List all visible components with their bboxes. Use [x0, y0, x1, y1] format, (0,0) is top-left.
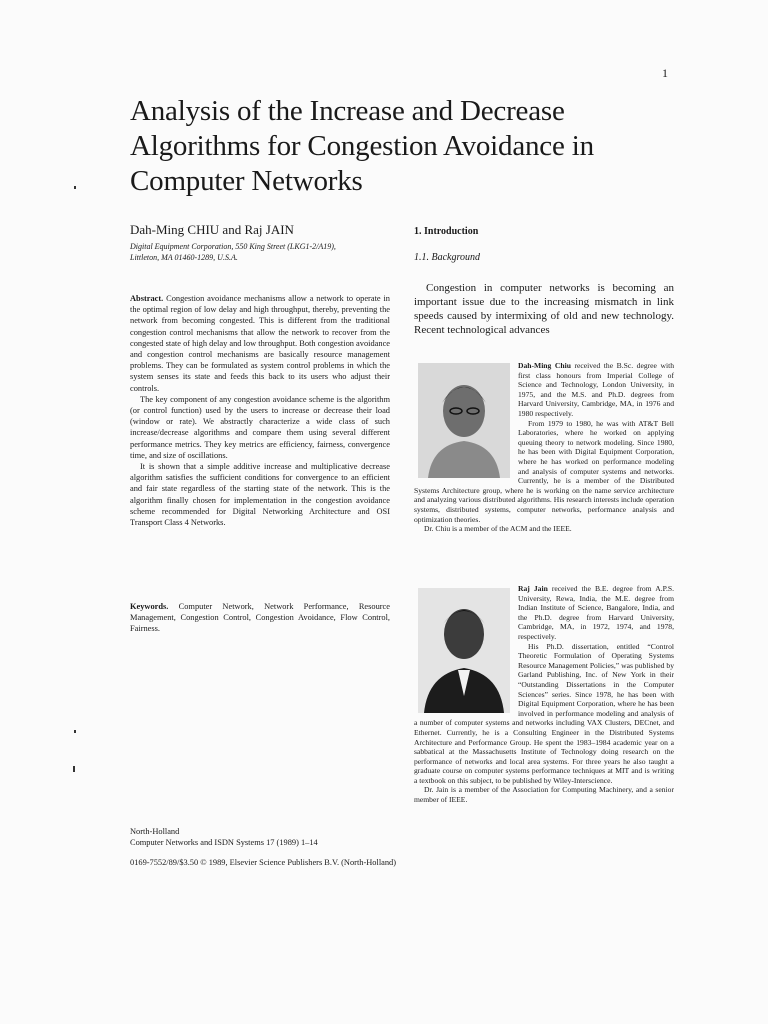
scan-speck	[73, 766, 75, 772]
affiliation-line-1: Digital Equipment Corporation, 550 King Street (LKG1-2/A19),	[130, 242, 336, 251]
abstract-text-1: Congestion avoidance mechanisms allow a network to operate in the optimal region of low delay and high throughput, thereby, preventing the network from becoming congested. This is different from the traditional congestion control mechanisms that allow the network to recover from the congested state of high delay and low throughput. Both congestion avoidance and congestion control mechanisms are basically resource management problems. They can be formulated as system control problems in which the system senses its state and feeds this back to its users who adjust their controls.	[130, 294, 390, 393]
chiu-bio-paragraph-2: From 1979 to 1980, he was with AT&T Bell Laboratories, where he worked on applying queuing theory to network modeling. Since 1980, he has been with Digital Equipment Corporation, where he has worked on performance modeling and analysis of computer systems and networks. Currently, he is a member of the Distributed Systems Architecture group, where he is working on the name service architecture and analyzing various distributed algorithms. His research interests include operation systems, distributed systems, computer networks, performance analysis and optimization theories.	[414, 418, 674, 524]
paper-title: Analysis of the Increase and Decrease Algorithms for Congestion Avoidance in Computer Networks	[130, 95, 594, 197]
keywords-text: Computer Network, Network Performance, Resource Management, Congestion Control, Congestion Avoidance, Flow Control, Fairness.	[130, 602, 390, 634]
biography-jain	[414, 584, 674, 805]
copyright-line: 0169-7552/89/$3.50 © 1989, Elsevier Science Publishers B.V. (North-Holland)	[130, 858, 397, 867]
publisher-name: North-Holland	[130, 827, 180, 836]
scan-speck	[74, 186, 76, 189]
author-names: Dah-Ming CHIU and Raj JAIN	[130, 222, 294, 237]
affiliation-line-2: Littleton, MA 01460-1289, U.S.A.	[130, 253, 238, 262]
abstract-label: Abstract.	[130, 294, 164, 303]
author-block	[130, 222, 400, 263]
abstract-paragraph-2: The key component of any congestion avoidance scheme is the algorithm (or control function) used by the users to increase or decrease their load (window or rate). We abstractly characterize a wide class of such increase/decrease algorithms and compare them using several different performance metrics. They key metrics are efficiency, fairness, convergence time, and size of oscillations.	[130, 394, 390, 460]
chiu-name: Dah-Ming Chiu	[518, 361, 571, 370]
scan-speck	[74, 730, 76, 733]
publication-footer	[130, 826, 460, 868]
biography-chiu	[414, 361, 674, 534]
abstract-paragraph-1	[130, 293, 390, 394]
keywords	[130, 601, 390, 635]
journal-citation: Computer Networks and ISDN Systems 17 (1989) 1–14	[130, 838, 318, 847]
introduction-text: Congestion in computer networks is becoming an important issue due to the increasing mismatch in link speeds caused by intermixing of old and new technology. Recent technological advances	[414, 282, 674, 336]
chiu-bio-text-1: received the B.Sc. degree with first class honours from Imperial College of Science and Technology, London University, in 1975, and the M.S. and Ph.D. degrees from Harvard University, Cambridge, MA, in 1976 and 1980 respectively.	[518, 361, 674, 418]
section-heading-introduction: 1. Introduction	[414, 226, 479, 237]
portrait-icon	[418, 363, 510, 478]
jain-bio-paragraph-3: Dr. Jain is a member of the Association for Computing Machinery, and a senior member of IEEE.	[414, 785, 674, 805]
chiu-bio-paragraph-3: Dr. Chiu is a member of the ACM and the IEEE.	[424, 524, 572, 534]
abstract	[130, 293, 390, 528]
keywords-label: Keywords.	[130, 602, 169, 611]
page-number: 1	[662, 66, 668, 80]
abstract-paragraph-3: It is shown that a simple additive increase and multiplicative decrease algorithm satisfies the sufficient conditions for convergence to an efficient and fair state regardless of the starting state of the network. This is the algorithm finally chosen for implementation in the congestion avoidance scheme recommended for Digital Networking Architecture and OSI Transport Class 4 Networks.	[130, 462, 390, 528]
subsection-heading-background: 1.1. Background	[414, 252, 481, 263]
jain-bio-text-1: received the B.E. degree from A.P.S. University, Rewa, India, the M.E. degree from Indian Institute of Science, Bangalore, India, and the Ph.D. degree from Harvard University, Cambridge, MA, in 1972, 1974, and 1978, respectively.	[518, 584, 674, 641]
author-photo-jain	[418, 588, 510, 713]
jain-name: Raj Jain	[518, 584, 548, 593]
jain-bio-paragraph-2: His Ph.D. dissertation, entitled “Control Theoretic Formulation of Operating Systems Resource Management Policies,” was published by Garland Publishing, Inc. of New York in their “Outstanding Dissertations in the Computer Sciences” series. Since 1978, he has been with Digital Equipment Corporation, where he has been involved in performance modeling and analysis of a number of computer systems and networks including VAX Clusters, DECnet, and Ethernet. Currently, he is a Consulting Engineer in the Distributed Systems Architecture and Performance Group. He spent the 1983–1984 academic year on a sabbatical at the Massachusetts Institute of Technology doing research on the performance of networks and local area systems. For three years he also taught a graduate course on computer systems performance techniques at MIT and is writing a textbook on this subject, to be published by Wiley-Interscience.	[414, 641, 674, 785]
author-photo-chiu	[418, 363, 510, 478]
portrait-icon	[418, 588, 510, 713]
